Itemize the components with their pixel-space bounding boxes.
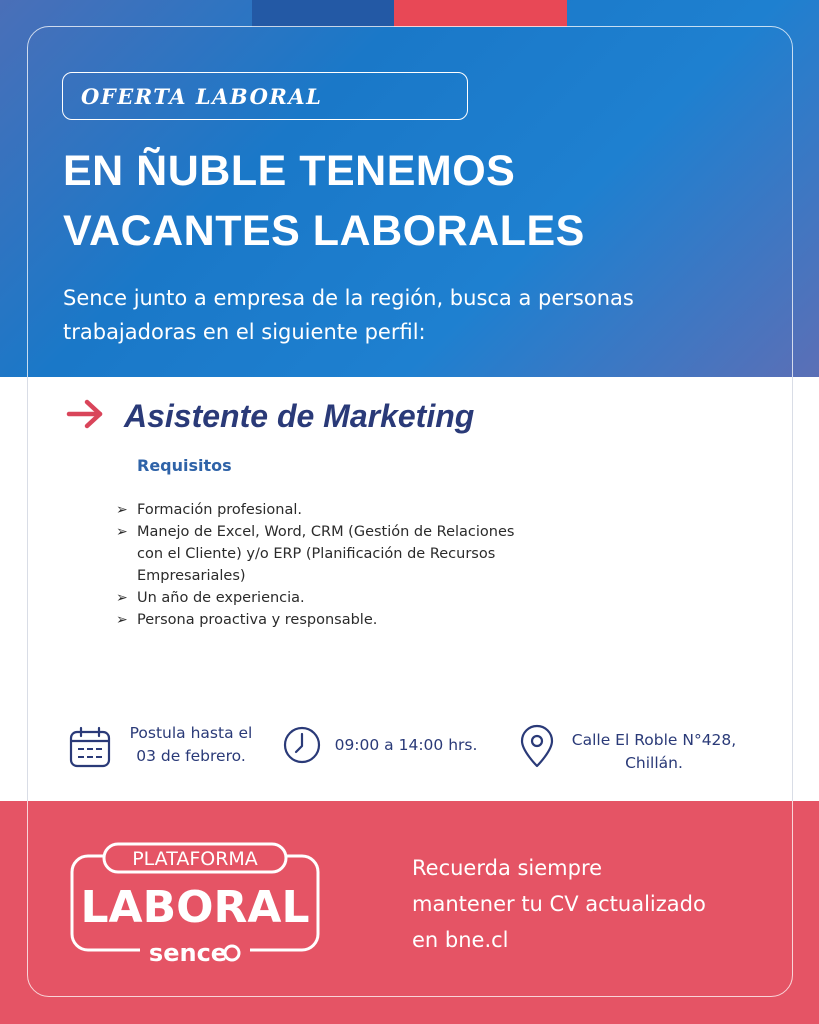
chevron-bullet-icon: ➢	[116, 502, 128, 518]
plataforma-laboral-logo	[70, 840, 320, 970]
intro-line: Sence junto a empresa de la región, busca a personas	[63, 286, 634, 310]
list-item: ➢ Manejo de Excel, Word, CRM (Gestión de Relaciones con el Cliente) y/o ERP (Planificación de Recursos Empresariales)	[116, 521, 616, 587]
deadline-text: Postula hasta el 03 de febrero.	[129, 724, 253, 765]
top-accent-blue	[252, 0, 394, 27]
logo-main-text: LABORAL	[80, 882, 310, 933]
job-offer-tag: OFERTA LABORAL	[62, 72, 468, 120]
top-accent-red	[394, 0, 567, 27]
intro-text	[63, 281, 783, 349]
job-title: Asistente de Marketing	[124, 398, 475, 434]
chevron-bullet-icon: ➢	[116, 612, 128, 628]
intro-line: trabajadoras en el siguiente perfil:	[63, 320, 426, 344]
list-item: ➢ Un año de experiencia.	[116, 587, 616, 609]
logo-top-text: PLATAFORMA	[132, 848, 258, 870]
location-pin-icon	[518, 723, 556, 769]
clock-icon	[282, 725, 322, 765]
headline-line: EN ÑUBLE TENEMOS	[63, 147, 516, 195]
cv-reminder: Recuerda siempre mantener tu CV actualizado en bne.cl	[412, 856, 706, 952]
arrow-right-icon	[66, 398, 106, 430]
requirements-list	[116, 499, 616, 631]
calendar-icon	[68, 725, 112, 769]
address-text: Calle El Roble N°428, Chillán.	[571, 731, 737, 772]
headline-line: VACANTES LABORALES	[63, 207, 585, 255]
hours-text: 09:00 a 14:00 hrs.	[334, 736, 478, 754]
chevron-bullet-icon: ➢	[116, 524, 128, 540]
logo-brand-text: sence	[148, 939, 228, 967]
list-item: ➢ Persona proactiva y responsable.	[116, 609, 616, 631]
list-item: ➢ Formación profesional.	[116, 499, 616, 521]
requirements-heading: Requisitos	[137, 456, 232, 475]
chevron-bullet-icon: ➢	[116, 590, 128, 606]
headline	[63, 141, 763, 261]
